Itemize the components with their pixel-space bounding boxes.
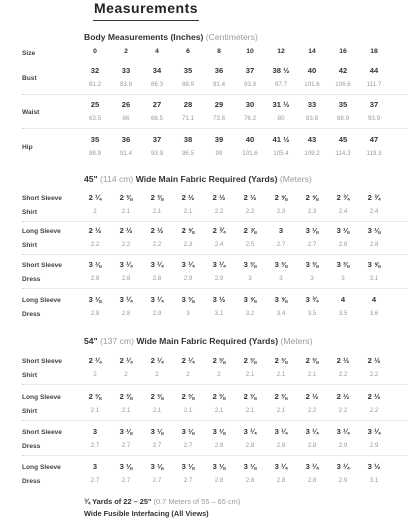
yards-value: 3 ⅛ <box>181 427 195 436</box>
inch-value: 40 <box>245 135 255 144</box>
yards-value: 2 ½ <box>212 193 226 202</box>
cm-value: 86.3 <box>150 81 164 88</box>
meters-value: 2.7 <box>183 477 193 484</box>
yards-value: 3 ¼ <box>305 427 319 436</box>
yards-value: 3 <box>278 226 284 235</box>
yards-value: 3 <box>92 462 98 471</box>
size-header-cell: 0 <box>93 48 97 55</box>
yards-value: 3 ⅛ <box>88 260 102 269</box>
meters-value: 2 <box>217 371 221 378</box>
yards-value: 3 ¼ <box>181 260 195 269</box>
cm-value: 101.6 <box>242 150 258 157</box>
fabric-45-heading-meters: (Meters) <box>279 174 312 184</box>
meters-value: 2.7 <box>183 442 193 449</box>
inch-value: 32 <box>90 66 100 75</box>
meters-value: 2.9 <box>338 442 348 449</box>
yards-value: 2 ½ <box>367 392 381 401</box>
yards-value: 3 ¼ <box>119 295 133 304</box>
cm-value: 96.5 <box>181 150 195 157</box>
garment-label-line1: Long Sleeve <box>22 464 61 471</box>
cm-value: 71.1 <box>181 115 195 122</box>
cm-value: 83.8 <box>305 115 319 122</box>
yards-value: 2 ½ <box>367 356 381 365</box>
cm-value: 83.8 <box>119 81 133 88</box>
inch-value: 35 <box>183 66 193 75</box>
yards-value: 3 ¼ <box>305 462 319 471</box>
cm-value: 88.9 <box>336 115 350 122</box>
yards-value: 2 ⅜ <box>305 356 319 365</box>
meters-value: 2.8 <box>245 442 255 449</box>
yards-value: 3 ¼ <box>119 260 133 269</box>
yards-value: 2 ¼ <box>119 356 133 365</box>
meters-value: 2.8 <box>276 442 286 449</box>
meters-value: 2.1 <box>152 208 162 215</box>
fabric-54-heading-meters: (Meters) <box>280 336 313 346</box>
garment-label-line1: Short Sleeve <box>22 195 62 202</box>
cm-value: 63.5 <box>88 115 102 122</box>
meters-value: 2.2 <box>338 407 348 414</box>
meters-value: 3 <box>341 275 345 282</box>
yards-value: 3 ¼ <box>150 260 164 269</box>
yards-value: 3 ⅛ <box>88 295 102 304</box>
meters-value: 2.4 <box>214 241 224 248</box>
meters-value: 3.5 <box>338 310 348 317</box>
size-header-cell: 8 <box>217 48 221 55</box>
meters-value: 2 <box>124 371 128 378</box>
meters-value: 2.9 <box>338 477 348 484</box>
meters-value: 2.7 <box>90 477 100 484</box>
cm-value: 81.2 <box>88 81 102 88</box>
meters-value: 2.9 <box>369 442 379 449</box>
yards-value: 2 ⅜ <box>274 392 288 401</box>
inch-value: 35 <box>90 135 100 144</box>
meters-value: 2.1 <box>307 371 317 378</box>
cm-value: 93.9 <box>150 150 164 157</box>
yards-value: 2 ¼ <box>150 356 164 365</box>
yards-value: 2 ⅝ <box>181 226 195 235</box>
size-header-cell: 2 <box>124 48 128 55</box>
meters-value: 2.1 <box>276 407 286 414</box>
meters-value: 3 <box>279 275 283 282</box>
meters-value: 2.1 <box>90 407 100 414</box>
meters-value: 3.2 <box>245 310 255 317</box>
cm-value: 88.9 <box>88 150 102 157</box>
meters-value: 2 <box>186 371 190 378</box>
fabric-54-width-cm: (137 cm) <box>100 336 134 346</box>
cm-value: 114.3 <box>335 150 351 157</box>
meters-value: 2 <box>93 371 97 378</box>
meters-value: 2.2 <box>369 407 379 414</box>
meters-value: 3.5 <box>307 310 317 317</box>
yards-value: 3 ¾ <box>305 295 319 304</box>
yards-value: 2 ¼ <box>88 193 102 202</box>
yards-value: 3 ⅛ <box>150 427 164 436</box>
garment-label-line2: Dress <box>22 276 41 283</box>
meters-value: 2.7 <box>152 442 162 449</box>
meters-value: 2.8 <box>307 442 317 449</box>
inch-value: 47 <box>369 135 379 144</box>
cm-value: 80 <box>277 115 285 122</box>
meters-value: 2.8 <box>369 241 379 248</box>
meters-value: 2.7 <box>276 241 286 248</box>
inch-value: 34 <box>152 66 162 75</box>
yards-value: 2 ⅜ <box>212 392 226 401</box>
inch-value: 37 <box>369 100 379 109</box>
yards-value: 3 ⅛ <box>336 226 350 235</box>
cm-value: 105.4 <box>273 150 289 157</box>
cm-value: 101.6 <box>304 81 320 88</box>
meters-value: 2.8 <box>152 275 162 282</box>
garment-label-line1: Short Sleeve <box>22 262 62 269</box>
garment-label-line2: Dress <box>22 478 41 485</box>
meters-value: 2 <box>155 371 159 378</box>
meters-value: 2.2 <box>214 208 224 215</box>
meters-value: 2.2 <box>245 208 255 215</box>
yards-value: 4 <box>340 295 346 304</box>
fabric-45-heading-main: Wide Main Fabric Required (Yards) <box>135 174 278 184</box>
meters-value: 2.1 <box>121 208 131 215</box>
garment-label-line1: Long Sleeve <box>22 297 61 304</box>
inch-value: 28 <box>183 100 193 109</box>
measurement-label: Hip <box>22 144 33 151</box>
page-title: Measurements <box>94 0 199 16</box>
meters-value: 2.8 <box>121 275 131 282</box>
garment-label-line1: Long Sleeve <box>22 228 61 235</box>
fabric-45-heading <box>84 174 312 184</box>
yards-value: 2 ¾ <box>336 193 350 202</box>
row-divider <box>22 384 408 385</box>
yards-value: 3 ⅛ <box>119 427 133 436</box>
size-header-cell: 14 <box>308 48 316 55</box>
garment-label-line2: Shirt <box>22 408 38 415</box>
garment-label-line2: Dress <box>22 311 41 318</box>
interfacing-note-line1 <box>84 497 240 506</box>
inch-value: 42 <box>338 66 348 75</box>
yards-value: 3 ¼ <box>336 462 350 471</box>
garment-label-line1: Short Sleeve <box>22 429 62 436</box>
yards-value: 2 ⅜ <box>119 193 133 202</box>
size-header-cell: 16 <box>339 48 347 55</box>
meters-value: 2.1 <box>152 407 162 414</box>
meters-value: 2.1 <box>121 407 131 414</box>
cm-value: 97.7 <box>274 81 288 88</box>
inch-value: 38 ½ <box>272 66 290 75</box>
yards-value: 2 ½ <box>243 193 257 202</box>
row-divider <box>22 94 408 95</box>
yards-value: 2 ⅜ <box>243 356 257 365</box>
row-divider <box>22 420 408 421</box>
inch-value: 43 <box>307 135 317 144</box>
cm-value: 93.9 <box>367 115 381 122</box>
fabric-54-heading <box>84 336 312 346</box>
inch-value: 45 <box>338 135 348 144</box>
yards-value: 3 ¼ <box>274 427 288 436</box>
measurement-label: Waist <box>22 109 40 116</box>
yards-value: 2 ½ <box>336 356 350 365</box>
meters-value: 2.9 <box>183 275 193 282</box>
inch-value: 37 <box>245 66 255 75</box>
inch-value: 36 <box>214 66 224 75</box>
meters-value: 2.9 <box>214 275 224 282</box>
garment-label-line2: Shirt <box>22 242 38 249</box>
yards-value: 3 ⅛ <box>212 427 226 436</box>
cm-value: 106.6 <box>335 81 351 88</box>
garment-label-line2: Dress <box>22 443 41 450</box>
meters-value: 2.2 <box>90 241 100 248</box>
meters-value: 2.7 <box>152 477 162 484</box>
yards-value: 3 ¼ <box>150 295 164 304</box>
fabric-54-heading-main: Wide Main Fabric Required (Yards) <box>136 336 279 346</box>
meters-value: 2.4 <box>338 208 348 215</box>
meters-value: 2.9 <box>152 310 162 317</box>
inch-value: 39 <box>214 135 224 144</box>
title-underline <box>93 20 199 21</box>
meters-value: 2.2 <box>121 241 131 248</box>
inch-value: 29 <box>214 100 224 109</box>
yards-value: 2 ⅜ <box>181 392 195 401</box>
meters-value: 2.8 <box>338 241 348 248</box>
fabric-45-width: 45" <box>84 174 98 184</box>
meters-value: 2.8 <box>245 477 255 484</box>
row-divider <box>22 288 408 289</box>
yards-value: 3 ½ <box>212 295 226 304</box>
meters-value: 3 <box>248 275 252 282</box>
yards-value: 2 ⅜ <box>150 392 164 401</box>
meters-value: 2.2 <box>152 241 162 248</box>
meters-value: 2.8 <box>214 442 224 449</box>
size-header-cell: 10 <box>246 48 254 55</box>
yards-value: 2 ⅜ <box>243 392 257 401</box>
meters-value: 3.1 <box>369 477 379 484</box>
meters-value: 2.8 <box>214 477 224 484</box>
yards-value: 3 ¼ <box>336 427 350 436</box>
meters-value: 2.7 <box>90 442 100 449</box>
yards-value: 2 ½ <box>119 226 133 235</box>
meters-value: 2 <box>93 208 97 215</box>
yards-value: 3 ⅜ <box>305 260 319 269</box>
size-header-cell: 6 <box>186 48 190 55</box>
yards-value: 3 ⅜ <box>243 260 257 269</box>
cm-value: 99 <box>215 150 223 157</box>
body-heading-light: (Centimeters) <box>205 32 258 42</box>
meters-value: 2.8 <box>90 310 100 317</box>
yards-value: 4 <box>371 295 377 304</box>
meters-value: 3.1 <box>369 275 379 282</box>
yards-value: 3 ⅛ <box>305 226 319 235</box>
meters-value: 2.3 <box>276 208 286 215</box>
meters-value: 2.4 <box>369 208 379 215</box>
yards-value: 2 ½ <box>150 226 164 235</box>
row-divider <box>22 455 408 456</box>
yards-value: 2 ½ <box>305 392 319 401</box>
yards-value: 3 ⅛ <box>150 462 164 471</box>
yards-value: 2 ¾ <box>367 193 381 202</box>
yards-value: 2 ⅜ <box>88 392 102 401</box>
meters-value: 2.7 <box>121 477 131 484</box>
cm-value: 119.3 <box>366 150 382 157</box>
inch-value: 36 <box>121 135 131 144</box>
body-heading-main: Body Measurements (Inches) <box>84 32 204 42</box>
meters-value: 2.8 <box>307 477 317 484</box>
meters-value: 2.5 <box>245 241 255 248</box>
size-header-cell: 4 <box>155 48 159 55</box>
meters-value: 2.1 <box>245 371 255 378</box>
yards-value: 2 ¾ <box>212 226 226 235</box>
yards-value: 2 ¼ <box>88 356 102 365</box>
yards-value: 3 ¼ <box>274 462 288 471</box>
yards-value: 3 ⅜ <box>181 295 195 304</box>
yards-value: 2 ½ <box>88 226 102 235</box>
garment-label-line2: Shirt <box>22 372 38 379</box>
cm-value: 111.7 <box>366 81 382 88</box>
yards-value: 3 ⅛ <box>367 226 381 235</box>
yards-value: 3 ½ <box>367 462 381 471</box>
meters-value: 2.8 <box>90 275 100 282</box>
yards-value: 3 ⅝ <box>274 295 288 304</box>
meters-value: 2.2 <box>307 407 317 414</box>
garment-label-line2: Shirt <box>22 209 38 216</box>
inch-value: 41 ½ <box>272 135 290 144</box>
inch-value: 31 ½ <box>272 100 290 109</box>
meters-value: 2.2 <box>338 371 348 378</box>
interfacing-yards: ¾ Yards of 22 – 25" <box>84 497 152 506</box>
meters-value: 2.1 <box>183 407 193 414</box>
yards-value: 3 ⅛ <box>243 462 257 471</box>
size-header-cell: 18 <box>370 48 378 55</box>
cm-value: 66 <box>122 115 130 122</box>
interfacing-note-line2: Wide Fusible Interfacing (All Views) <box>84 509 209 518</box>
meters-value: 3 <box>310 275 314 282</box>
meters-value: 3 <box>186 310 190 317</box>
yards-value: 2 ⅜ <box>274 356 288 365</box>
interfacing-meters: (0.7 Meters of 55 – 65 cm) <box>153 497 241 506</box>
fabric-45-width-cm: (114 cm) <box>100 174 134 184</box>
inch-value: 30 <box>245 100 255 109</box>
inch-value: 35 <box>338 100 348 109</box>
meters-value: 3.6 <box>369 310 379 317</box>
meters-value: 2.3 <box>307 208 317 215</box>
yards-value: 2 ⅜ <box>212 356 226 365</box>
yards-value: 3 ⅛ <box>119 462 133 471</box>
garment-label-line1: Short Sleeve <box>22 358 62 365</box>
yards-value: 3 ⅛ <box>181 462 195 471</box>
inch-value: 33 <box>307 100 317 109</box>
size-label: Size <box>22 50 36 57</box>
fabric-54-width: 54" <box>84 336 98 346</box>
yards-value: 2 ½ <box>336 392 350 401</box>
cm-value: 76.2 <box>243 115 257 122</box>
body-measurements-heading <box>84 32 258 42</box>
row-divider <box>22 254 408 255</box>
garment-label-line1: Long Sleeve <box>22 394 61 401</box>
inch-value: 25 <box>90 100 100 109</box>
meters-value: 3.1 <box>214 310 224 317</box>
cm-value: 88.9 <box>181 81 195 88</box>
size-header-cell: 12 <box>277 48 285 55</box>
meters-value: 2.1 <box>245 407 255 414</box>
inch-value: 40 <box>307 66 317 75</box>
yards-value: 3 ⅝ <box>367 260 381 269</box>
inch-value: 26 <box>121 100 131 109</box>
measurement-label: Bust <box>22 75 37 82</box>
yards-value: 2 ½ <box>181 193 195 202</box>
yards-value: 2 ⅜ <box>150 193 164 202</box>
yards-value: 3 ⅜ <box>336 260 350 269</box>
yards-value: 2 ⅝ <box>305 193 319 202</box>
meters-value: 2.1 <box>183 208 193 215</box>
yards-value: 2 ⅞ <box>243 226 257 235</box>
inch-value: 37 <box>152 135 162 144</box>
cm-value: 73.6 <box>212 115 226 122</box>
cm-value: 109.2 <box>304 150 320 157</box>
meters-value: 2.8 <box>121 310 131 317</box>
cm-value: 91.4 <box>119 150 133 157</box>
meters-value: 2.2 <box>369 371 379 378</box>
yards-value: 2 ¼ <box>181 356 195 365</box>
yards-value: 3 <box>92 427 98 436</box>
inch-value: 38 <box>183 135 193 144</box>
yards-value: 3 ¼ <box>367 427 381 436</box>
meters-value: 2.3 <box>183 241 193 248</box>
yards-value: 3 ¼ <box>243 427 257 436</box>
yards-value: 3 ⅛ <box>212 462 226 471</box>
cm-value: 91.4 <box>212 81 226 88</box>
meters-value: 3.4 <box>276 310 286 317</box>
inch-value: 44 <box>369 66 379 75</box>
yards-value: 3 ¼ <box>212 260 226 269</box>
meters-value: 2.1 <box>276 371 286 378</box>
meters-value: 2.7 <box>121 442 131 449</box>
inch-value: 27 <box>152 100 162 109</box>
yards-value: 2 ⅜ <box>119 392 133 401</box>
inch-value: 33 <box>121 66 131 75</box>
yards-value: 3 ⅜ <box>274 260 288 269</box>
cm-value: 93.9 <box>243 81 257 88</box>
meters-value: 2.8 <box>276 477 286 484</box>
yards-value: 3 ⅝ <box>243 295 257 304</box>
yards-value: 2 ⅝ <box>274 193 288 202</box>
cm-value: 68.5 <box>150 115 164 122</box>
meters-value: 2.1 <box>214 407 224 414</box>
meters-value: 2.7 <box>307 241 317 248</box>
row-divider <box>22 221 408 222</box>
row-divider <box>22 128 408 129</box>
